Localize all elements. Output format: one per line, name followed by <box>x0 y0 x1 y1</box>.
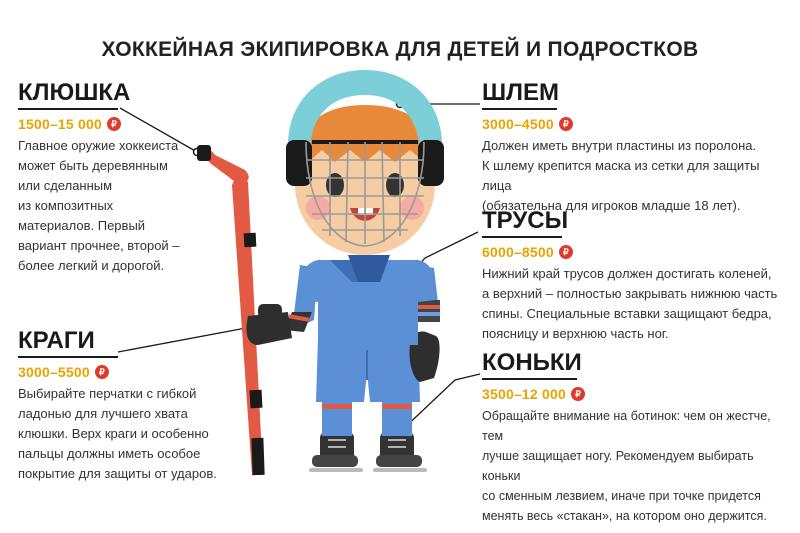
gloves-desc-line: Выбирайте перчатки с гибкой <box>18 386 197 401</box>
gloves-price: 3000–5500 <box>18 364 90 380</box>
stick-desc-line: вариант прочнее, второй – <box>18 238 180 253</box>
gloves-heading: КРАГИ <box>18 327 95 354</box>
stick-desc-line: материалов. Первый <box>18 218 146 233</box>
skates-desc-line: Обращайте внимание на ботинок: чем он жестче, тем <box>482 409 771 443</box>
pants-desc-line: поясницу и верхнюю часть ног. <box>482 326 669 341</box>
stick-desc-line: может быть деревянным <box>18 158 168 173</box>
skates-description <box>482 406 787 526</box>
gloves-price-row <box>18 364 233 380</box>
ruble-icon: ₽ <box>107 117 121 131</box>
skates-price-row <box>482 386 787 402</box>
ruble-icon: ₽ <box>571 387 585 401</box>
skates-info <box>482 350 787 526</box>
helmet-price: 3000–4500 <box>482 116 554 132</box>
gloves-desc-line: покрытие для защиты от ударов. <box>18 466 217 481</box>
helmet-heading: ШЛЕМ <box>482 79 559 106</box>
helmet-desc-line: К шлему крепится маска из сетки для защиты лица <box>482 158 760 193</box>
gloves-desc-line: ладонью для лучшего хвата <box>18 406 188 421</box>
gloves-rule <box>18 356 118 358</box>
legs <box>322 400 412 436</box>
skates-desc-line: со сменным лезвием, иначе при точке придется <box>482 489 761 503</box>
stick-heading: КЛЮШКА <box>18 79 131 106</box>
helmet-info <box>482 80 782 216</box>
skates <box>309 432 427 472</box>
skates-rule <box>482 378 577 380</box>
pants-price-row <box>482 244 782 260</box>
pants-desc-line: Нижний край трусов должен достигать коленей, <box>482 266 772 281</box>
stick-desc-line: или сделанным <box>18 178 113 193</box>
helmet-rule <box>482 108 557 110</box>
helmet-price-row <box>482 116 782 132</box>
skates-desc-line: лучше защищает ногу. Рекомендуем выбирать коньки <box>482 449 754 483</box>
gloves-description <box>18 384 233 484</box>
stick-desc-line: более легкий и дорогой. <box>18 258 165 273</box>
pants-heading: ТРУСЫ <box>482 207 569 234</box>
ruble-icon: ₽ <box>95 365 109 379</box>
ruble-icon: ₽ <box>559 245 573 259</box>
stick-info <box>18 80 208 276</box>
gloves-desc-line: клюшки. Верх краги и особенно <box>18 426 209 441</box>
gloves-info <box>18 328 233 484</box>
gloves-desc-line: пальцы должны иметь особое <box>18 446 201 461</box>
stick-price-row <box>18 116 208 132</box>
ruble-icon: ₽ <box>559 117 573 131</box>
skates-desc-line: менять весь «стакан», на котором оно держится. <box>482 509 767 523</box>
stick-rule <box>18 108 118 110</box>
pants-desc-line: а верхний – полностью закрывать нижнюю часть <box>482 286 778 301</box>
jersey <box>300 255 436 345</box>
pants-price: 6000–8500 <box>482 244 554 260</box>
page-title: ХОККЕЙНАЯ ЭКИПИРОВКА ДЛЯ ДЕТЕЙ И ПОДРОСТКОВ <box>101 38 699 61</box>
helmet-description <box>482 136 782 216</box>
stick-description <box>18 136 208 276</box>
skates-price: 3500–12 000 <box>482 386 566 402</box>
skates-heading: КОНЬКИ <box>482 349 582 376</box>
pants-description <box>482 264 782 344</box>
helmet-desc-line: Должен иметь внутри пластины из поролона. <box>482 138 757 153</box>
pants-desc-line: спины. Специальные вставки защищают бедра, <box>482 306 772 321</box>
pants-info <box>482 208 782 344</box>
stick-desc-line: Главное оружие хоккеиста <box>18 138 179 153</box>
helmet-desc-line: (обязательна для игроков младше 18 лет). <box>482 198 741 213</box>
stick-desc-line: из композитных <box>18 198 114 213</box>
stick-price: 1500–15 000 <box>18 116 102 132</box>
pants-rule <box>482 236 562 238</box>
